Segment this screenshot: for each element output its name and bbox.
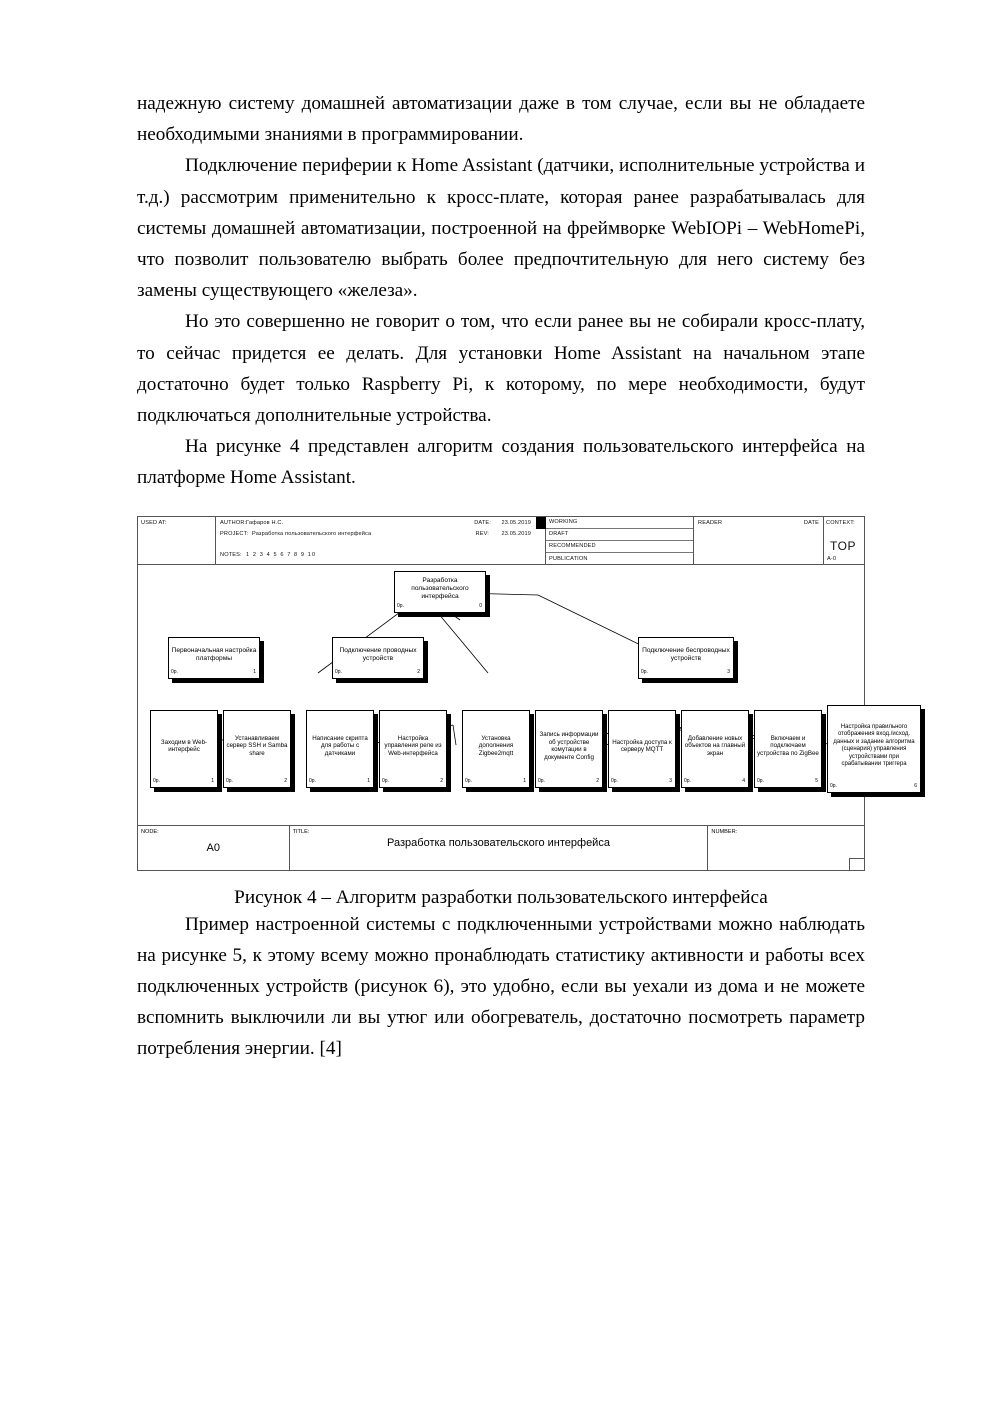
idef0-diagram: [137, 516, 917, 871]
rev-value: 23.05.2019: [501, 530, 531, 537]
paragraph-3: Но это совершенно не говорит о том, что если ранее вы не собирали кросс-плату, то сейчас придется ее делать. Для установки Home Assistant на начальном этапе достаточно будет только Raspberry Pi, к которому, по мере необходимости, будут подключаться дополнительные устройства.: [137, 311, 865, 427]
node-level2-9-label: Включаем и подключаем устройства по ZigBee: [757, 735, 819, 757]
reader-label: READER: [698, 519, 723, 526]
node-level2-6-num: 2: [596, 778, 599, 785]
closing-paragraph: Пример настроенной системы с подключенными устройствами можно наблюдать на рисунке 5, к этому всему можно пронаблюдать статистику активности и работы всех подключенных устройств (рисунок 6), это удобно, если вы уехали из дома и не можете вспомнить выключили ли вы утюг или обогреватель, достаточно посмотреть параметр потребления энергии. [4]: [137, 913, 865, 1060]
date-value: 23.05.2019: [501, 519, 531, 526]
node-level1-3[interactable]: [638, 637, 734, 679]
node-level1-2-label: Подключение проводных устройств: [339, 646, 417, 663]
node-level1-3-label: Подключение беспроводных устройств: [642, 646, 730, 663]
node-level2-1[interactable]: [150, 710, 218, 788]
node-level2-10-label: Настройка правильного отображения вход./исход. данных и задание алгоритма (сценария) управления устройствами при срабатывании триггера: [833, 723, 915, 767]
node-level2-1-label: Заходим в Web-интерфейс: [160, 738, 208, 754]
footer-number-block: [708, 826, 864, 870]
node-level2-2-cost: 0р.: [226, 778, 233, 785]
reader-date-label: DATE: [803, 519, 819, 526]
footer-node-value: A0: [206, 841, 221, 854]
node-level2-9-num: 5: [815, 778, 818, 785]
footer-node-label: NODE:: [141, 828, 159, 835]
node-level2-8-label: Добавление новых объектов на главный экран: [684, 735, 746, 757]
footer-node-block: [138, 826, 290, 870]
header-used-at: [138, 517, 216, 564]
idef-header: [138, 517, 864, 565]
date-label: DATE:: [474, 519, 491, 526]
node-level1-1[interactable]: [168, 637, 260, 679]
header-status-block: [546, 517, 694, 564]
node-level2-3-label: Написание скрипта для работы с датчиками: [312, 735, 368, 757]
node-level2-1-cost: 0р.: [153, 778, 160, 785]
project-label: PROJECT:: [220, 530, 249, 537]
paragraph-1: надежную систему домашней автоматизации даже в том случае, если вы не обладаете необходимыми знаниями в программировании.: [137, 93, 865, 146]
header-reader-block: [694, 517, 824, 564]
author-value: Гафаров Н.С.: [246, 519, 284, 526]
node-level2-6-cost: 0р.: [538, 778, 545, 785]
node-level1-1-cost: 0р.: [171, 669, 178, 676]
node-level2-3-num: 1: [367, 778, 370, 785]
footer-title-label: TITLE:: [292, 828, 310, 835]
page-content: [137, 88, 917, 1065]
figure-4: [137, 516, 917, 909]
node-level2-1-num: 1: [211, 778, 214, 785]
figure-caption: Рисунок 4 – Алгоритм разработки пользовательского интерфейса: [234, 886, 768, 908]
node-level2-9-cost: 0р.: [757, 778, 764, 785]
node-level2-6-label: Запись информации об устройстве комутации в документе Config: [539, 731, 599, 761]
node-level2-7[interactable]: [608, 710, 676, 788]
node-level2-4[interactable]: [379, 710, 447, 788]
node-level2-2-num: 2: [284, 778, 287, 785]
node-level2-5-cost: 0р.: [465, 778, 472, 785]
footer-number-label: NUMBER:: [711, 828, 738, 835]
node-level2-5-label: Установка дополнения Zigbee2mqtt: [478, 735, 514, 757]
node-level2-4-num: 2: [440, 778, 443, 785]
status-publication[interactable]: PUBLICATION: [549, 555, 588, 562]
footer-corner-mark: [849, 858, 864, 871]
status-recommended[interactable]: RECOMMENDED: [546, 541, 693, 553]
idef-footer: [138, 825, 864, 870]
node-level1-1-num: 1: [253, 669, 256, 676]
context-value: TOP: [830, 538, 856, 553]
node-level2-7-cost: 0р.: [611, 778, 618, 785]
node-level2-3-cost: 0р.: [309, 778, 316, 785]
node-level2-8[interactable]: [681, 710, 749, 788]
node-root[interactable]: [394, 571, 486, 613]
status-draft[interactable]: DRAFT: [546, 529, 693, 541]
idef-canvas: [138, 565, 917, 827]
paragraph-2: Подключение периферии к Home Assistant (датчики, исполнительные устройства и т.д.) рассмотрим применительно к кросс-плате, которая ранее разрабатывалась для системы домашней автоматизации, построенной на фреймворке WebIOPi – WebHomePi, что позволит пользователю выбрать более предпочтительную для него систему без замены существующего «железа».: [137, 155, 865, 302]
context-label: CONTEXT:: [826, 519, 855, 526]
rev-label: REV:: [475, 530, 489, 537]
node-level2-7-num: 3: [669, 778, 672, 785]
paragraph-4: На рисунке 4 представлен алгоритм создания пользовательского интерфейса на платформе Home Assistant.: [137, 436, 865, 489]
node-level2-4-cost: 0р.: [382, 778, 389, 785]
header-context-block: [824, 517, 864, 564]
notes-value: 1 2 3 4 5 6 7 8 9 10: [246, 551, 317, 558]
node-level2-2[interactable]: [223, 710, 291, 788]
notes-label: NOTES:: [220, 551, 242, 558]
node-level1-2-num: 2: [417, 669, 420, 676]
status-working[interactable]: WORKING: [546, 517, 693, 529]
used-at-label: USED AT:: [141, 519, 167, 526]
node-root-cost: 0р.: [397, 603, 404, 610]
node-root-num: 0: [479, 603, 482, 610]
node-level2-8-cost: 0р.: [684, 778, 691, 785]
node-level1-2-cost: 0р.: [335, 669, 342, 676]
node-level1-3-cost: 0р.: [641, 669, 648, 676]
node-level2-10[interactable]: [827, 705, 921, 793]
context-code: A-0: [827, 555, 837, 562]
footer-title-block: [290, 826, 709, 870]
node-level2-6[interactable]: [535, 710, 603, 788]
author-label: AUTHOR:: [220, 519, 247, 526]
node-level1-1-label: Первоначальная настройка платформы: [171, 646, 257, 663]
project-value: Разработка пользовательского интерфейса: [252, 530, 372, 537]
node-level1-2[interactable]: [332, 637, 424, 679]
node-level2-3[interactable]: [306, 710, 374, 788]
node-level2-10-num: 6: [914, 783, 917, 790]
node-level1-3-num: 3: [727, 669, 730, 676]
footer-title-value: Разработка пользовательского интерфейса: [387, 836, 610, 849]
status-selected-marker: [536, 517, 546, 529]
node-level2-10-cost: 0р.: [830, 783, 837, 790]
node-level2-5[interactable]: [462, 710, 530, 788]
node-level2-5-num: 1: [523, 778, 526, 785]
header-author-block: [216, 517, 546, 564]
node-level2-4-label: Настройка управления реле из Web-интерфейса: [384, 735, 442, 757]
node-level2-2-label: Устанавливаем сервер SSH и Samba share: [226, 735, 288, 757]
node-level2-7-label: Настройка доступа к серверу MQTT: [612, 738, 672, 754]
node-level2-9[interactable]: [754, 710, 822, 788]
node-root-label: Разработка пользовательского интерфейса: [411, 576, 469, 601]
node-level2-8-num: 4: [742, 778, 745, 785]
